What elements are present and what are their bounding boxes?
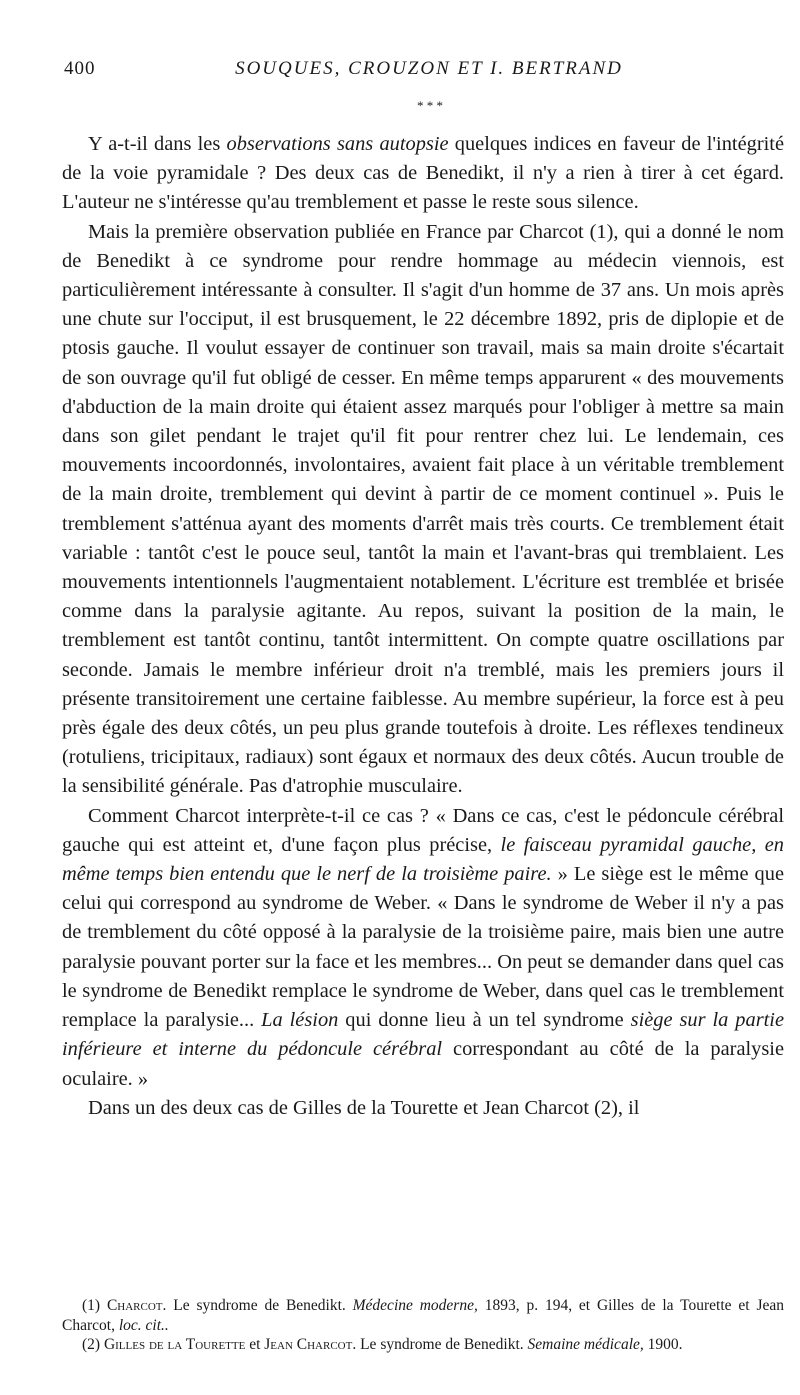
text-run: 1900. (643, 1336, 683, 1353)
footnote-journal: Médecine moderne, (352, 1297, 478, 1314)
running-head (64, 58, 764, 88)
paragraph-1 (62, 130, 784, 218)
section-asterism: * * * (417, 98, 443, 113)
paragraph-2: Mais la première observation publiée en France par Charcot (1), qui a donné le nom de Benedikt à ce syndrome pour rendre hommage au médecin viennois, est particulièrement intéressante à consulter. Il s'agit d'un homme de 37 ans. Un mois après une chute sur l'occiput, il est brusquement, le 22 décembre 1892, pris de diplopie et de ptosis gauche. Il voulut essayer de continuer son travail, mais sa main droite s'écartait de son ouvrage qu'il fut obligé de cesser. En même temps apparurent « des mouvements d'abduction de la main droite qui étaient assez marqués pour l'obliger à mettre sa main dans son gilet pendant le trajet qu'il fit pour rentrer chez lui. Le lendemain, ces mouvements incoordonnés, involontaires, avaient fait place à un véritable tremblement de la main droite, tremblement qui devint à partir de ce moment continuel ». Puis le tremblement s'atténua ayant des moments d'arrêt mais très courts. Ce tremblement était variable : tantôt c'est le pouce seul, tantôt la main et l'avant-bras qui tremblaient. Les mouvements intentionnels l'augmentaient notablement. L'écriture est tremblée et brisée comme dans la paralysie agitante. Au repos, suivant la position de la main, le tremblement est tantôt continu, tantôt intermittent. On compte quatre oscillations par seconde. Jamais le membre inférieur droit n'a tremblé, mais les premiers jours il présente transitoirement une certaine faiblesse. Au membre supérieur, la force est à peu près égale des deux côtés, un peu plus grande toutefois à droite. Les réflexes tendineux (rotuliens, tricipitaux, radiaux) sont égaux et normaux des deux côtés. Aucun trouble de la sensibilité générale. Pas d'atrophie musculaire. (62, 220, 784, 798)
text-run: Le syndrome de Benedikt. (356, 1336, 528, 1353)
text-run: correspondant au côté de la paralysie oculaire. » (62, 1038, 785, 1090)
footnote-author: Charcot. (106, 1297, 167, 1314)
footnote-2 (62, 1335, 784, 1355)
footnote-journal: Semaine médicale, (527, 1336, 644, 1353)
footnotes (62, 1296, 784, 1355)
running-title: SOUQUES, CROUZON ET I. BERTRAND (235, 58, 623, 79)
footnote-number: (2) (82, 1336, 104, 1353)
text-run: Le syndrome de Benedikt. (166, 1297, 353, 1314)
footnote-author: Jean Charcot. (264, 1336, 357, 1353)
italic-run: siège sur la partie inférieure et interne du pédoncule cérébral (62, 1009, 785, 1061)
text-run: quelques indices en faveur de l'intégrité de la voie pyramidale ? Des deux cas de Benedikt, il n'y a rien à tirer à cet égard. L'auteur ne s'intéresse qu'au tremblement et passe le reste sous silence. (62, 133, 784, 214)
italic-run: observations sans autopsie (226, 133, 449, 155)
paragraph-4: Dans un des deux cas de Gilles de la Tourette et Jean Charcot (2), il (88, 1096, 640, 1119)
text-run: Comment Charcot interprète-t-il ce cas ? « Dans ce cas, c'est le pédoncule cérébral gauche qui est atteint et, d'une façon plus précise, (62, 804, 784, 856)
page-number: 400 (64, 58, 96, 79)
text-run: qui donne lieu à un tel syndrome (338, 1009, 631, 1032)
text-run: Y a-t-il dans les (88, 133, 227, 155)
footnote-number: (1) (82, 1297, 107, 1314)
italic-run: loc. cit.. (118, 1316, 169, 1334)
text-run: 1893, p. 194, et Gilles de la Tourette et Jean Charcot, (62, 1297, 784, 1334)
italic-run: La lésion (261, 1009, 339, 1032)
body-text (62, 130, 784, 1123)
text-run: » Le siège est le même que celui qui correspond au syndrome de Weber. « Dans le syndrome de Weber il n'y a pas de tremblement du côté opposé à la paralysie de la troisième paire, mais bien une autre paralysie pouvant porter sur la face et les membres... On peut se demander dans quel cas le syndrome de Benedikt remplace le syndrome de Weber, dans quel cas le tremblement remplace la paralysie... (62, 863, 785, 1032)
footnote-author: Gilles de la Tourette (103, 1336, 246, 1353)
paragraph-3 (62, 802, 784, 1094)
italic-run: le faisceau pyramidal gauche, en même temps bien entendu que le nerf de la troisième paire. (62, 833, 784, 886)
footnote-1 (62, 1296, 784, 1335)
text-run: et (245, 1336, 265, 1353)
